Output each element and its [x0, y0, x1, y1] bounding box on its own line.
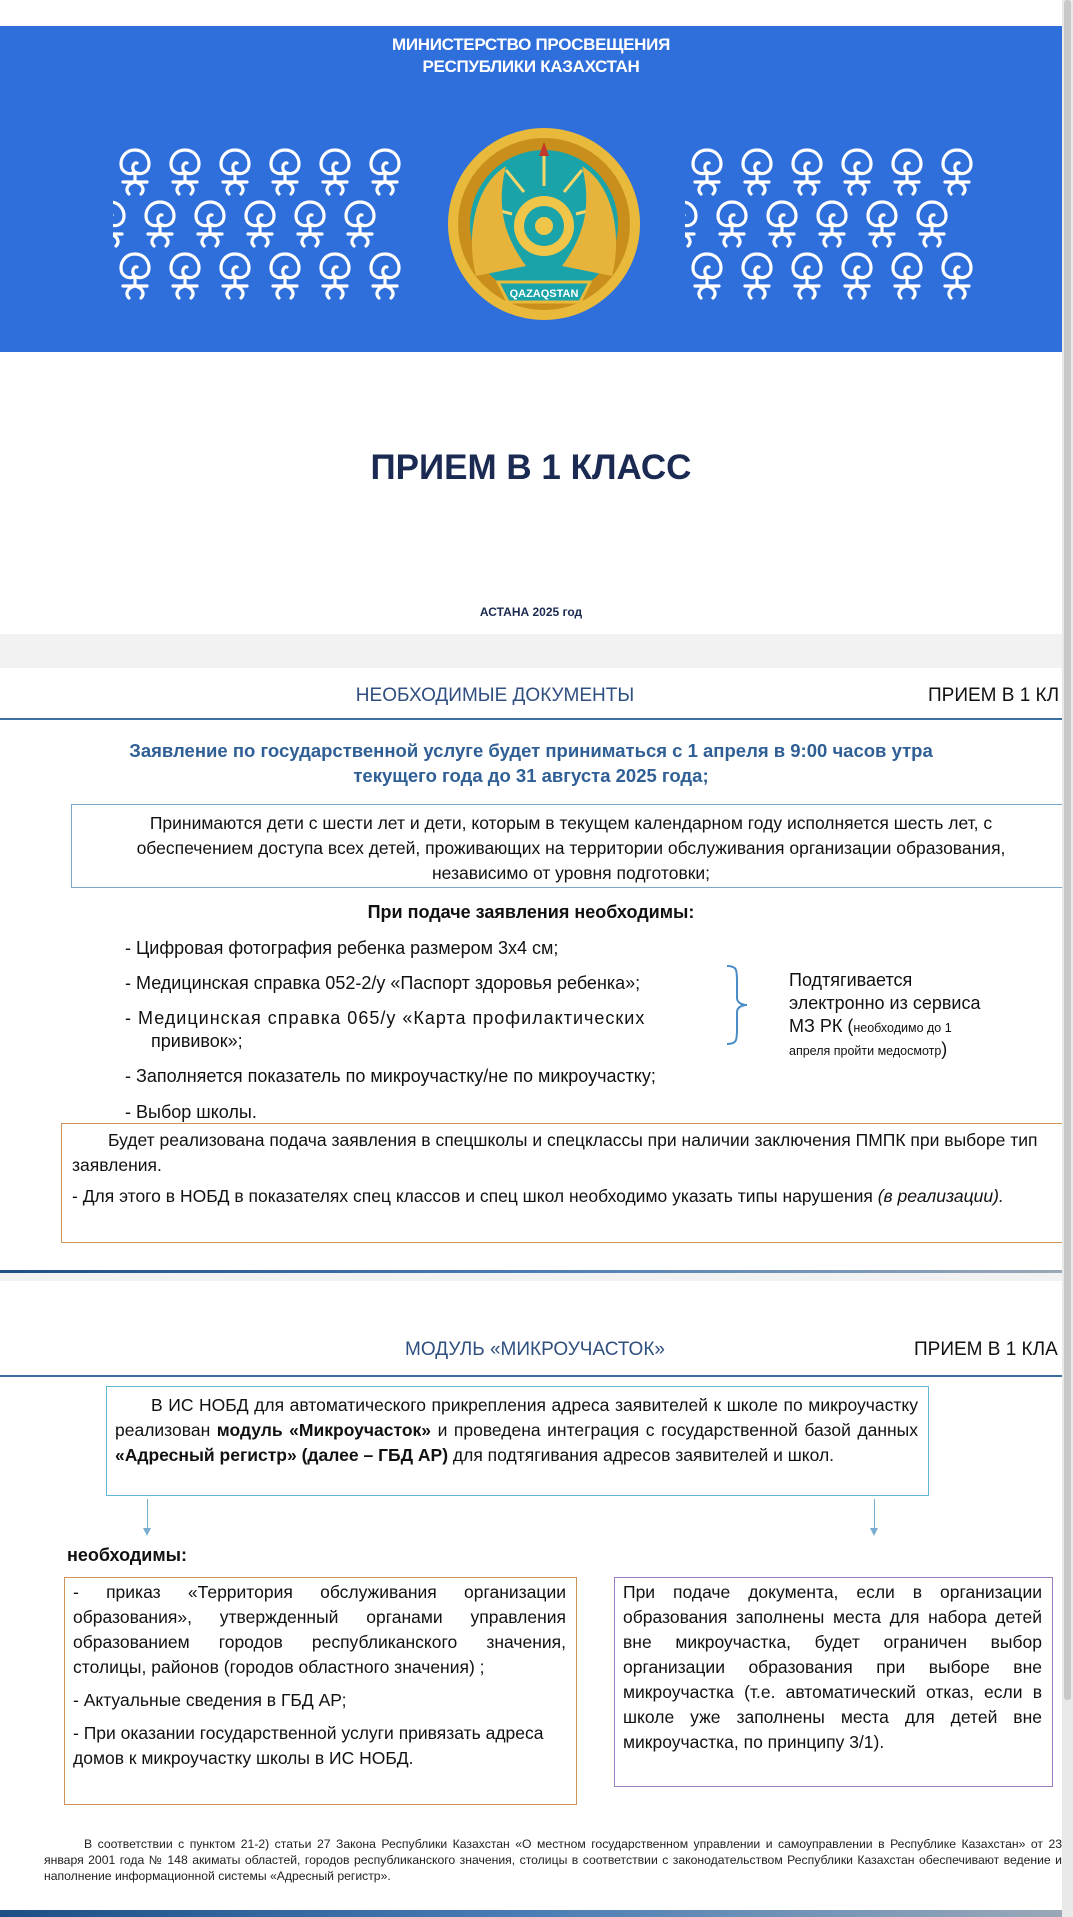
restriction-text: При подаче документа, если в организации образования заполнены места для набора детей вне микроучастка, будет ограничен выбор организации образования при выборе вне микроучастка (т.е. автоматический отказ, если в школе уже заполнены места для детей вне микроучастка, по принципу 3/1).: [623, 1582, 1042, 1752]
scrollbar-thumb[interactable]: [1064, 0, 1071, 1700]
documents-slide: [0, 668, 1062, 1273]
age-info-text: Принимаются дети с шести лет и дети, которым в текущем календарном году исполняется шесть лет, с обеспечением доступа всех детей, проживающих на территории обслуживания организации образования, независимо от уровня подготовки;: [136, 813, 1006, 883]
requirement-gbd: - Актуальные сведения в ГБД АР;: [73, 1690, 347, 1710]
city-year: АСТАНА 2025 год: [479, 605, 583, 619]
emblem-text: QAZAQSTAN: [509, 288, 579, 300]
side-note-line-4: [789, 1037, 947, 1063]
header-divider: [0, 1375, 1062, 1377]
page-title: ПРИЕМ В 1 КЛАСС: [370, 448, 692, 487]
module-info-box: [106, 1386, 929, 1496]
header-divider: [0, 718, 1062, 720]
list-item-school-choice: - Выбор школы.: [125, 1102, 257, 1122]
slide-header-title: НЕОБХОДИМЫЕ ДОКУМЕНТЫ: [355, 685, 635, 706]
list-item-photo: - Цифровая фотография ребенка размером 3х4 см;: [125, 938, 559, 958]
side-note-small-2: апреля пройти медосмотр: [789, 1044, 942, 1058]
module-text-d: «Адресный регистр» (далее – ГБД АР): [115, 1445, 449, 1465]
requirement-binding: - При оказании государственной услуги привязать адреса домов к микроучастку школы в ИС НОБД.: [73, 1723, 544, 1768]
header-band: [0, 26, 1062, 352]
special-schools-text-1: Будет реализована подача заявления в спецшколы и спецклассы при наличии заключения ПМПК при выборе тип заявления.: [72, 1130, 1038, 1175]
special-schools-text-2: [72, 1184, 1060, 1209]
side-note-mz: МЗ РК (: [789, 1016, 854, 1036]
curly-brace-icon: [725, 964, 749, 1046]
age-info-box: [71, 804, 1062, 888]
needed-label: необходимы:: [67, 1545, 188, 1565]
arrow-right-line: [874, 1499, 875, 1529]
slide-bottom-bar: [0, 1270, 1062, 1273]
side-note-paren: ): [941, 1039, 948, 1059]
list-item-med-065: - Медицинская справка 065/у «Карта профилактических: [125, 1008, 646, 1028]
side-note-line-1: Подтягивается: [789, 970, 913, 990]
ministry-line-2: РЕСПУБЛИКИ КАЗАХСТАН: [422, 57, 640, 76]
legal-footnote: [44, 1836, 1062, 1884]
side-note-line-2: электронно из сервиса: [789, 993, 981, 1013]
slide-header-title: МОДУЛЬ «МИКРОУЧАСТОК»: [405, 1339, 665, 1360]
slide-header-right: ПРИЕМ В 1 КЛА: [914, 1339, 1058, 1360]
list-item-med-065-cont: прививок»;: [151, 1031, 243, 1051]
special-schools-text-2-main: - Для этого в НОБД в показателях спец классов и спец школ необходимо указать типы нарушения: [72, 1186, 873, 1206]
microdistrict-slide: [0, 1281, 1062, 1917]
requirements-title: При подаче заявления необходимы:: [367, 902, 695, 922]
title-slide: [0, 0, 1062, 634]
state-emblem-icon: [446, 126, 642, 322]
arrow-left-head-icon: [143, 1528, 151, 1536]
intro-line-1: Заявление по государственной услуге будет приниматься с 1 апреля в 9:00 часов утра: [129, 740, 933, 761]
restriction-box: [614, 1577, 1053, 1787]
module-text-e: для подтягивания адресов заявителей и школ.: [452, 1445, 835, 1465]
requirements-box: [64, 1577, 577, 1805]
module-text-b: модуль «Микроучасток»: [216, 1420, 432, 1440]
module-text-c: и проведена интеграция с государственной базой данных: [437, 1420, 918, 1440]
ornament-right-icon: [685, 146, 980, 301]
list-item-med-052: - Медицинская справка 052-2/у «Паспорт здоровья ребенка»;: [125, 973, 641, 993]
arrow-right-head-icon: [870, 1528, 878, 1536]
intro-line-2: текущего года до 31 августа 2025 года;: [353, 765, 709, 786]
ministry-line-1: МИНИСТЕРСТВО ПРОСВЕЩЕНИЯ: [391, 35, 671, 54]
ornament-left-icon: [113, 146, 408, 301]
list-item-microdistrict: - Заполняется показатель по микроучастку/не по микроучастку;: [125, 1066, 656, 1086]
module-text-a: В ИС НОБД для автоматического прикрепления адреса заявителей к школе по микроучастку реализован: [115, 1395, 918, 1440]
requirement-order: - приказ «Территория обслуживания организации образования», утвержденный органами управления образованием городов республиканского значения, столицы, районов (городов областного значения) ;: [73, 1582, 566, 1677]
slide-header-right: ПРИЕМ В 1 КЛ: [928, 685, 1060, 706]
arrow-left-line: [147, 1499, 148, 1529]
legal-footnote-text: В соответствии с пунктом 21-2) статьи 27 Закона Республики Казахстан «О местном государственном управлении и самоуправлении в Республике Казахстан» от 23 января 2001 года № 148 акиматы областей, городов республиканского значения, столицы в соответствии с законодательством Республики Казахстан обеспечивают ведение и наполнение информационной системы «Адресный регистр».: [44, 1837, 1062, 1883]
special-schools-text-2-italic: (в реализации).: [877, 1186, 1004, 1206]
side-note-small-1: необходимо до 1: [853, 1021, 952, 1035]
slide-bottom-bar: [0, 1910, 1062, 1917]
special-schools-box: [61, 1123, 1062, 1243]
